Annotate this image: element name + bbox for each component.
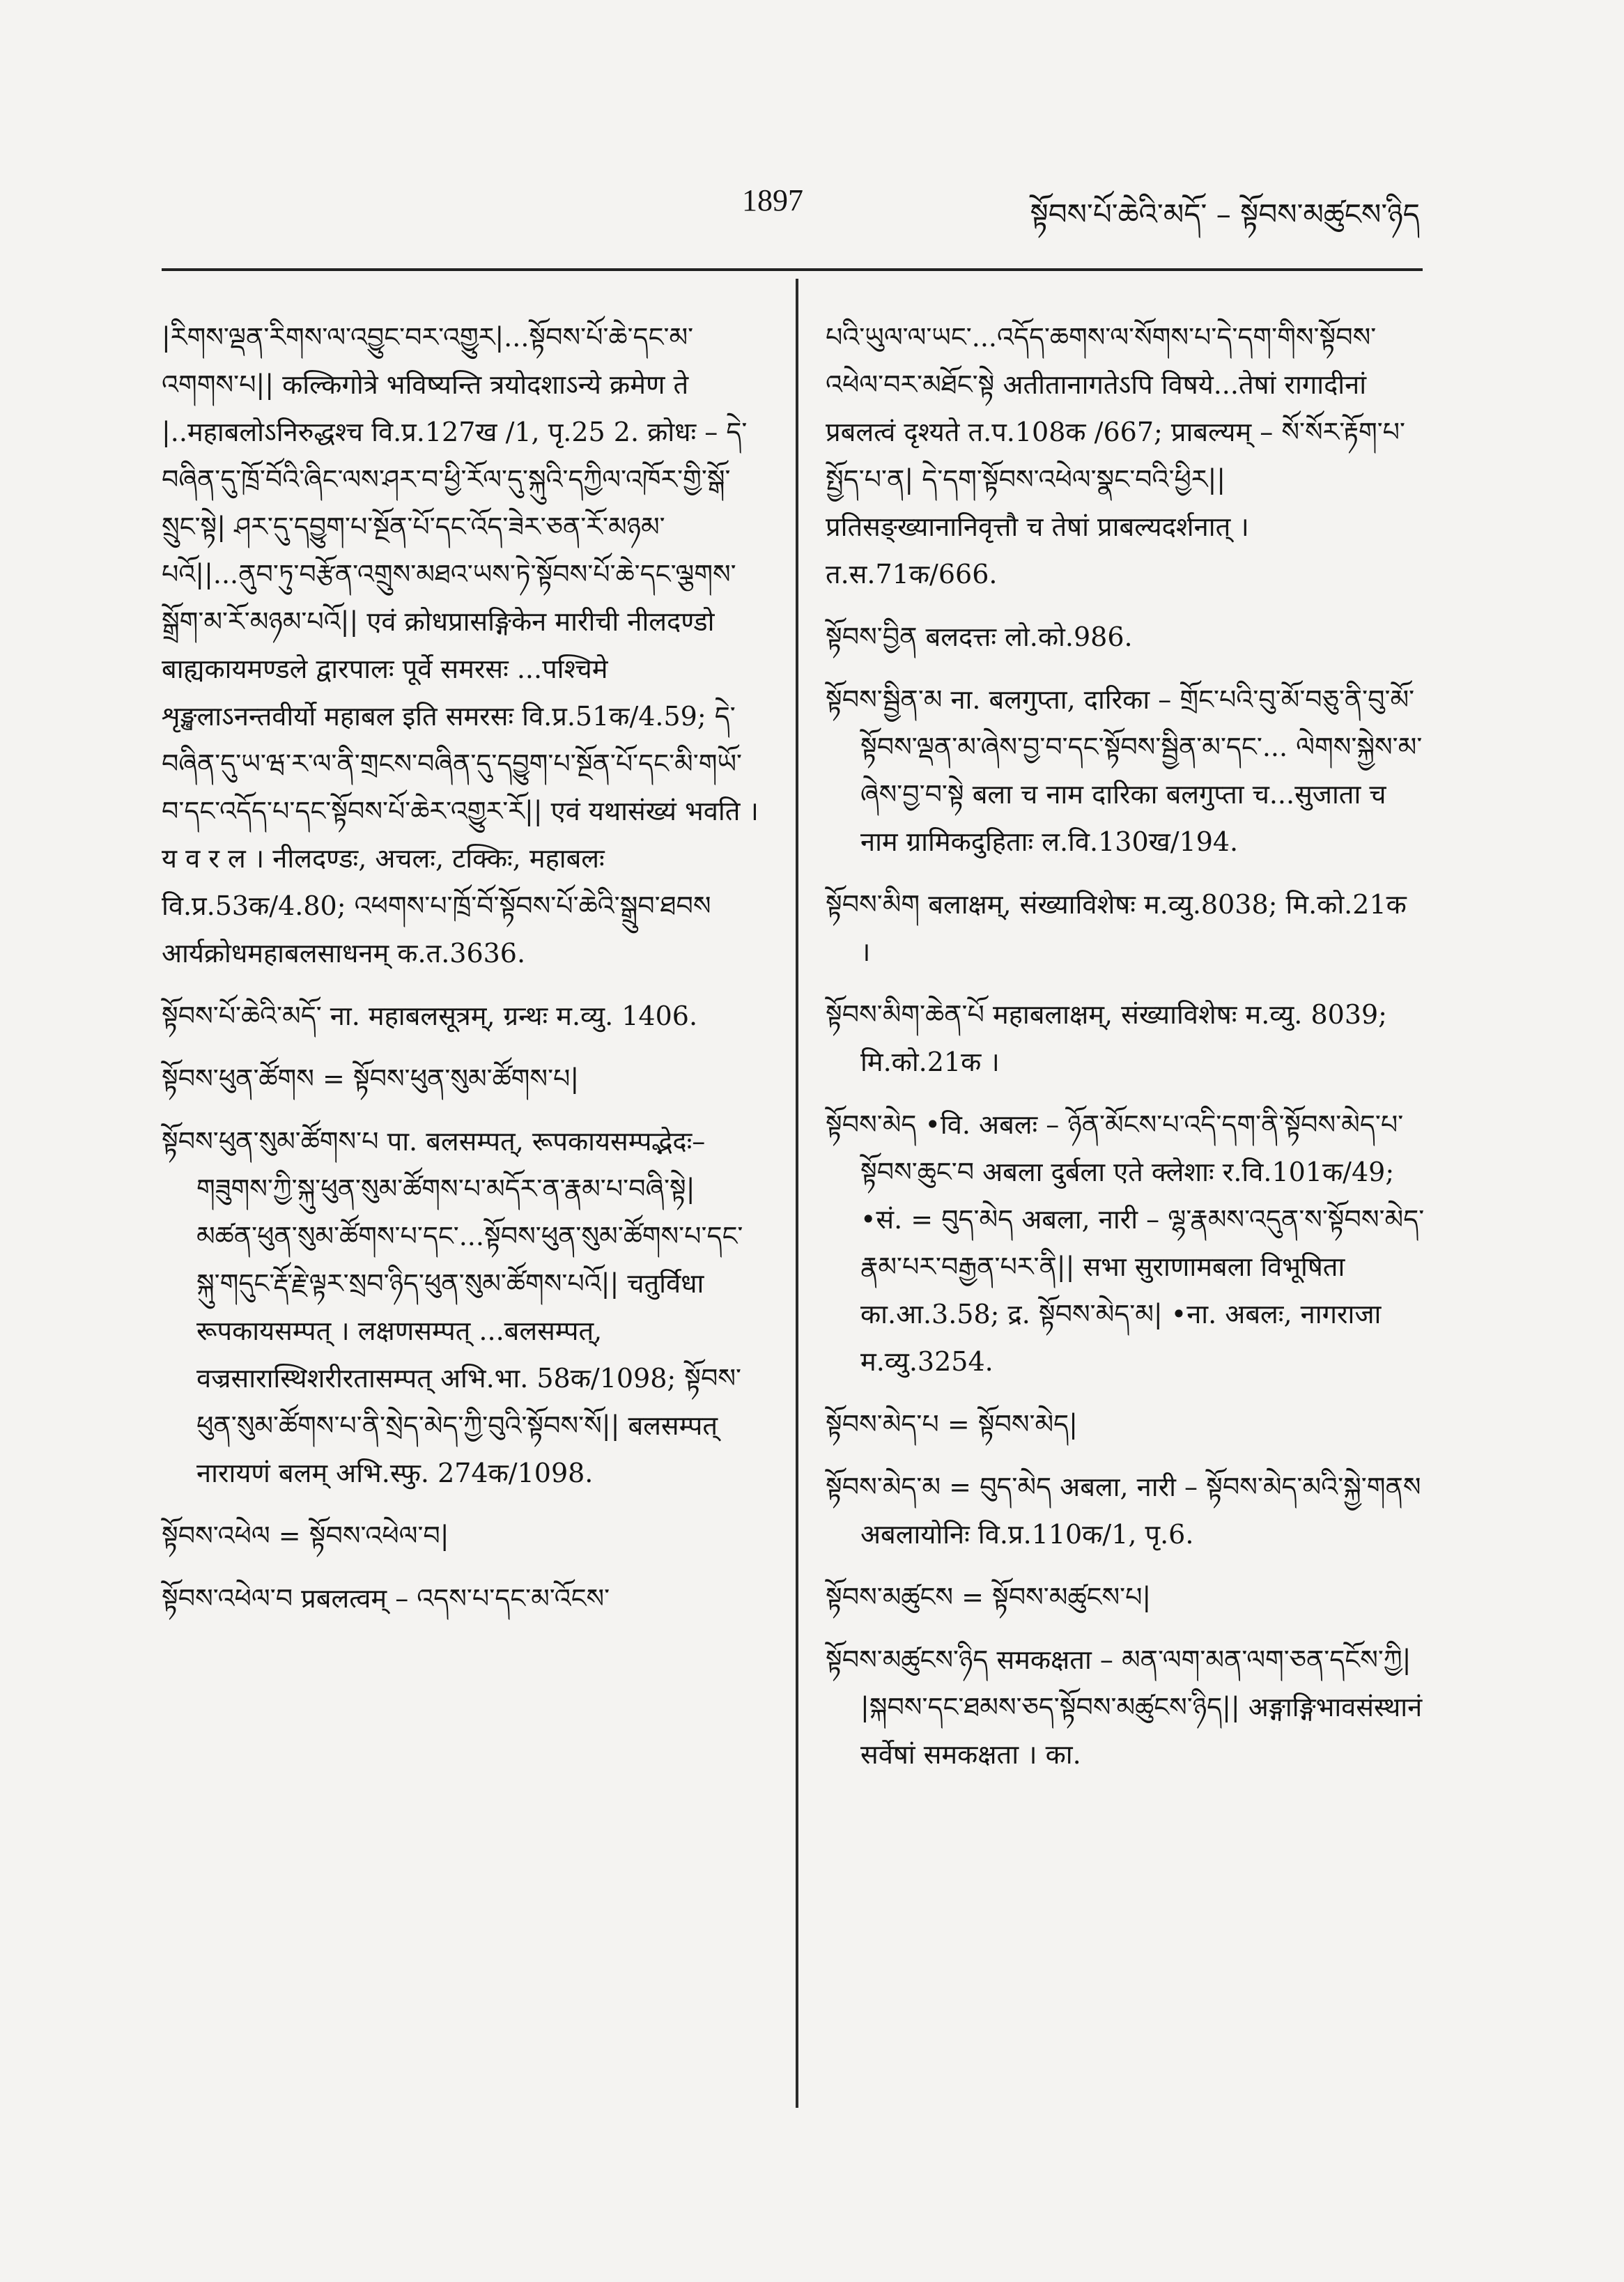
entry: སྟོབས་མིག་ཆེན་པོ महाबलाक्षम्, संख्याविशेषः म.व्यु. 8039; मि.को.21क । <box>826 999 1387 1077</box>
entry: སྟོབས་ཕུན་སུམ་ཚོགས་པ पा. बलसम्पत्, रूपकायसम्पद्भेदः– གཟུགས་ཀྱི་སྐུ་ཕུན་སུམ་ཚོགས་པ་མདོར་ན་རྣམ་པ་བཞི་སྟེ| མཚན་ཕུན་སུམ་ཚོགས་པ་དང་...སྟོབས་ཕུན་སུམ་ཚོགས་པ་དང་སྐུ་གདུང་རྡོ་རྗེ་ལྟར་སྲབ་ཉིད་ཕུན་སུམ་ཚོགས་པའོ|| चतुर्विधा रूपकायसम्पत् । लक्षणसम्पत् ...बलसम्पत्, वज्रसारास्थिशरीरतासम्पत् अभि.भा. 58क/1098; སྟོབས་ཕུན་སུམ་ཚོགས་པ་ནི་སྲེད་མེད་ཀྱི་བུའི་སྟོབས་སོ|| बलसम्पत् नारायणं बलम् अभि.स्फु. 274क/1098. <box>162 1126 743 1488</box>
running-head: སྟོབས་པོ་ཆེའི་མདོ་ – སྟོབས་མཚུངས་ཉིད <box>1030 197 1420 231</box>
entry: སྟོབས་མེད་པ = སྟོབས་མེད| <box>826 1409 1078 1440</box>
entry: སྟོབས་སྦྱིན་མ ना. बलगुप्ता, दारिका – གྲོང་པའི་བུ་མོ་བཅུ་ནི་བུ་མོ་སྟོབས་ལྡན་མ་ཞེས་བྱ་བ་དང་སྟོབས་སྦྱིན་མ་དང་... ལེགས་སྐྱེས་མ་ཞེས་བྱ་བ་སྟེ बला च नाम दारिका बलगुप्ता च...सुजाता च नाम ग्रामिकदुहिताः ल.वि.130ख/194. <box>826 684 1423 857</box>
entry: སྟོབས་མེད་མ = བུད་མེད अबला, नारी – སྟོབས་མེད་མའི་སྐྱེ་གནས अबलायोनिः वि.प्र.110क/1, पृ.6. <box>826 1472 1421 1550</box>
column-divider <box>796 279 798 2108</box>
page-number: 1897 <box>742 183 803 217</box>
entry: སྟོབས་པོ་ཆེའི་མདོ་ ना. महाबलसूत्रम्, ग्रन्थः म.व्यु. 1406. <box>162 1001 698 1031</box>
entry: སྟོབས་མིག बलाक्षम्, संख्याविशेषः म.व्यु.8038; मि.को.21क । <box>826 889 1407 967</box>
entry: སྟོབས་མཚུངས་ཉིད समकक्षता – མན་ལག་མན་ལག་ཅན་དངོས་ཀྱི| |སྐབས་དང་ཐམས་ཅད་སྟོབས་མཚུངས་ཉིད|| अङ्गाङ्गिभावसंस्थानं सर्वेषां समकक्षता । का. <box>826 1644 1423 1770</box>
header-rule <box>162 268 1423 271</box>
left-column <box>162 314 761 1637</box>
entry: སྟོབས་འཕེལ = སྟོབས་འཕེལ་བ| <box>162 1520 449 1551</box>
entry-continuation: པའི་ཡུལ་ལ་ཡང་...འདོད་ཆགས་ལ་སོགས་པ་དེ་དག་གིས་སྟོབས་འཕེལ་བར་མཐོང་སྟེ अतीतानागतेऽपि विषये...तेषां रागादीनां प्रबलत्वं दृश्यते त.प.108क /667; प्राबल्यम् – སོ་སོར་རྟོག་པ་སྤྱོད་པ་ན| དེ་དག་སྟོབས་འཕེལ་སྣང་བའི་ཕྱིར|| प्रतिसङ्ख्यानानिवृत्तौ च तेषां प्राबल्यदर्शनात् । त.स.71क/666. <box>826 322 1406 589</box>
entry: སྟོབས་ཕུན་ཚོགས = སྟོབས་ཕུན་སུམ་ཚོགས་པ| <box>162 1063 580 1094</box>
entry: སྟོབས་བྱིན बलदत्तः लो.को.986. <box>826 622 1133 652</box>
entry: སྟོབས་འཕེལ་བ प्रबलत्वम् – འདས་པ་དང་མ་འོངས་ <box>162 1583 610 1614</box>
entry: སྟོབས་མེད •वि. अबलः – ཉོན་མོངས་པ་འདི་དག་ནི་སྟོབས་མེད་པ་སྟོབས་ཆུང་བ अबला दुर्बला एते क्लेशाः र.वि.101क/49; •सं. = བུད་མེད अबला, नारी – ལྷ་རྣམས་འདུན་ས་སྟོབས་མེད་རྣམ་པར་བརྒྱན་པར་ནི|| सभा सुराणामबला विभूषिता का.आ.3.58; द्र. སྟོབས་མེད་མ| •ना. अबलः, नागराजा म.व्यु.3254. <box>826 1109 1425 1377</box>
entry-continuation: |རིགས་ལྡན་རིགས་ལ་འབྱུང་བར་འགྱུར|...སྟོབས་པོ་ཆེ་དང་མ་འགགས་པ|| कल्किगोत्रे भविष्यन्ति त्रयोदशाऽन्ये क्रमेण ते |..महाबलोऽनिरुद्धश्च वि.प्र.127ख /1, पृ.25 2. क्रोधः – དེ་བཞིན་དུ་ཁྲོ་བོའི་ཞིང་ལས་ཤར་བ་ཕྱི་རོལ་དུ་སྐུའི་དཀྱིལ་འཁོར་གྱི་སྒོ་སྲུང་སྟེ| ཤར་དུ་དབྱུག་པ་སྔོན་པོ་དང་འོད་ཟེར་ཅན་རོ་མཉམ་པའོ||...ནུབ་ཏུ་བརྩོན་འགྲུས་མཐའ་ཡས་ཏེ་སྟོབས་པོ་ཆེ་དང་ལྕགས་སྒྲོག་མ་རོ་མཉམ་པའོ|| एवं क्रोधप्रासङ्गिकेन मारीची नीलदण्डो बाह्यकायमण्डले द्वारपालः पूर्वे समरसः ...पश्चिमे शृङ्खलाऽनन्तवीर्यो महाबल इति समरसः वि.प्र.51क/4.59; དེ་བཞིན་དུ་ཡ་ཝ་ར་ལ་ནི་གྲངས་བཞིན་དུ་དབྱུག་པ་སྔོན་པོ་དང་མི་གཡོ་བ་དང་འདོད་པ་དང་སྟོབས་པོ་ཆེར་འགྱུར་རོ|| एवं यथासंख्यं भवति । य व र ल । नीलदण्डः, अचलः, टक्किः, महाबलः वि.प्र.53क/4.80; འཕགས་པ་ཁྲོ་བོ་སྟོབས་པོ་ཆེའི་སྒྲུབ་ཐབས आर्यक्रोधमहाबलसाधनम् क.त.3636. <box>162 322 759 969</box>
entry: སྟོབས་མཚུངས = སྟོབས་མཚུངས་པ| <box>826 1582 1152 1612</box>
right-column <box>826 314 1425 1794</box>
